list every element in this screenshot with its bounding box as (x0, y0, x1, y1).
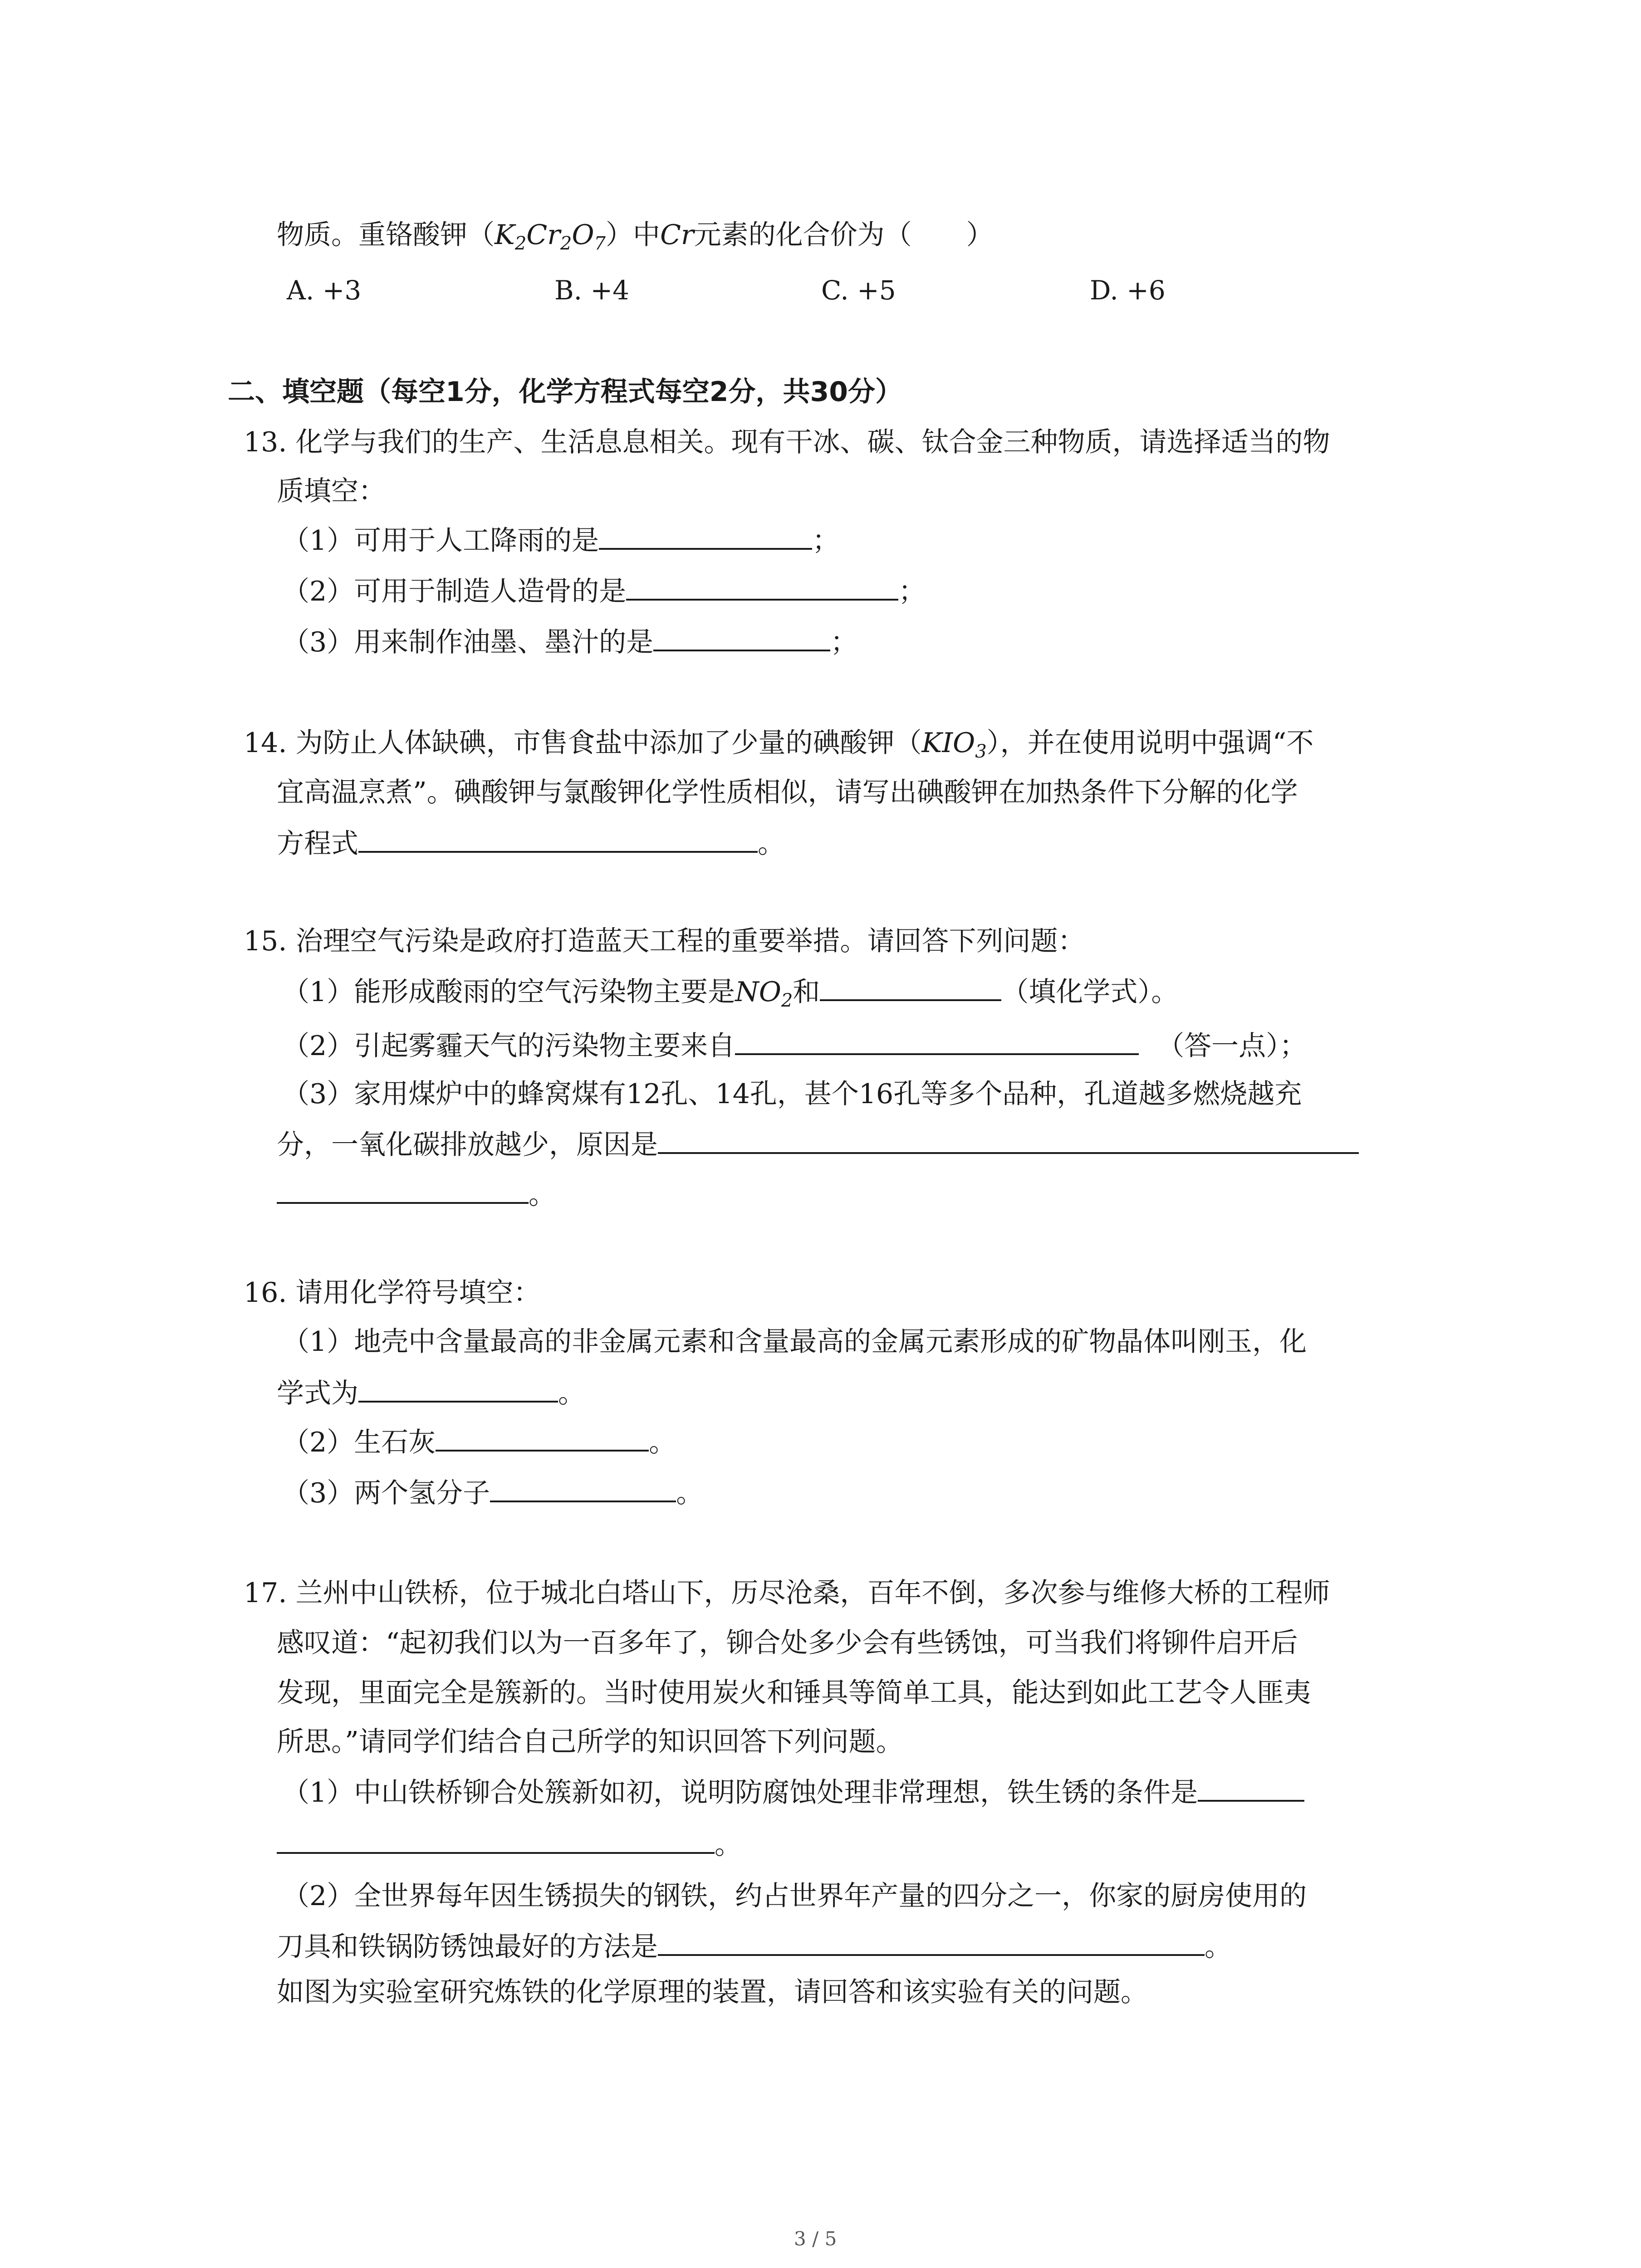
formula-no2: $NO_2$ (735, 976, 793, 1011)
answer-blank[interactable] (358, 825, 758, 853)
answer-blank[interactable] (1198, 1774, 1304, 1802)
option-c: C. +5 (821, 275, 896, 306)
q16-part1-line1: （1）地壳中含量最高的非金属元素和含量最高的金属元素形成的矿物晶体叫刚玉，化 (282, 1326, 1307, 1358)
answer-blank[interactable] (653, 623, 830, 651)
q16-part1-line2: 学式为 。 (277, 1374, 585, 1411)
answer-blank[interactable] (436, 1423, 649, 1452)
q12-line: 物质。重铬酸钾$(K_2Cr_2O_7)$中Cr元素的化合价为（ ） (277, 219, 994, 254)
section-title: 二、填空题（每空1分，化学方程式每空2分，共30分） (228, 376, 902, 408)
q17-line3: 发现，里面完全是簇新的。当时使用炭火和锤具等简单工具，能达到如此工艺令人匪夷 (277, 1677, 1311, 1709)
q13-part3: （3）用来制作油墨、墨汁的是 ； (282, 623, 857, 660)
q14-line3: 方程式 。 (277, 825, 785, 861)
q17-part2-line2: 刀具和铁锅防锈蚀最好的方法是 。 (277, 1928, 1232, 1964)
q17-line2: 感叹道：“起初我们以为一百多年了，铆合处多少会有些锈蚀，可当我们将铆件启开后 (277, 1627, 1298, 1659)
formula-k2cr2o7: $K_2Cr_2O_7$ (495, 219, 606, 254)
answer-blank[interactable] (599, 522, 812, 550)
q15-line1: 15. 治理空气污染是政府打造蓝天工程的重要举措。请回答下列问题： (244, 925, 1085, 957)
q13-line1: 13. 化学与我们的生产、生活息息相关。现有干冰、碳、钛合金三种物质，请选择适当的物 (244, 426, 1330, 458)
q17-part1-cont: 。 (277, 1826, 742, 1862)
q13-part1: （1）可用于人工降雨的是 ； (282, 522, 839, 558)
q15-part2: （2）引起雾霾天气的污染物主要来自 （答一点）； (282, 1027, 1307, 1063)
q17-line4: 所思。”请同学们结合自己所学的知识回答下列问题。 (277, 1726, 903, 1758)
formula-kio3: $KIO_3$ (921, 727, 987, 762)
q18-intro: 如图为实验室研究炼铁的化学原理的装置，请回答和该实验有关的问题。 (277, 1976, 1148, 2008)
page-number: 3 / 5 (794, 2228, 837, 2250)
q14-line1: 14. 为防止人体缺碘，市售食盐中添加了少量的碘酸钾$(KIO_3)$，并在使用说明中强调“不 (244, 727, 1314, 762)
q17-line1: 17. 兰州中山铁桥，位于城北白塔山下，历尽沧桑，百年不倒，多次参与维修大桥的工程师 (244, 1577, 1330, 1609)
q14-line2: 宜高温烹煮”。碘酸钾与氯酸钾化学性质相似，请写出碘酸钾在加热条件下分解的化学 (277, 777, 1298, 808)
q16-part3: （3）两个氢分子 。 (282, 1474, 703, 1510)
q16-part2: （2）生石灰 。 (282, 1423, 676, 1460)
q17-part1: （1）中山铁桥铆合处簇新如初，说明防腐蚀处理非常理想，铁生锈的条件是 (282, 1774, 1304, 1810)
q13-line2: 质填空： (277, 475, 386, 507)
answer-blank[interactable] (658, 1126, 1359, 1154)
q15-part1: （1）能形成酸雨的空气污染物主要是$NO_2$和 （填化学式）。 (282, 973, 1178, 1009)
answer-blank[interactable] (658, 1928, 1205, 1956)
answer-blank[interactable] (490, 1474, 676, 1502)
option-b: B. +4 (554, 275, 629, 306)
option-d: D. +6 (1090, 275, 1166, 306)
q13-part2: （2）可用于制造人造骨的是 ； (282, 572, 926, 609)
answer-blank[interactable] (626, 572, 898, 601)
q15-part3-line2: 分，一氧化碳排放越少，原因是 (277, 1126, 1359, 1162)
q17-part2-line1: （2）全世界每年因生锈损失的钢铁，约占世界年产量的四分之一，你家的厨房使用的 (282, 1880, 1307, 1912)
answer-blank[interactable] (358, 1374, 558, 1403)
q15-part3-line1: （3）家用煤炉中的蜂窝煤有12孔、14孔，甚个16孔等多个品种，孔道越多燃烧越充 (282, 1078, 1302, 1110)
answer-blank[interactable] (820, 973, 1001, 1001)
q16-line1: 16. 请用化学符号填空： (244, 1277, 541, 1309)
q15-part3-line3: 。 (277, 1176, 556, 1212)
answer-blank[interactable] (277, 1176, 529, 1204)
answer-blank[interactable] (277, 1826, 715, 1854)
option-a: A. +3 (287, 275, 362, 306)
answer-blank[interactable] (735, 1027, 1139, 1055)
